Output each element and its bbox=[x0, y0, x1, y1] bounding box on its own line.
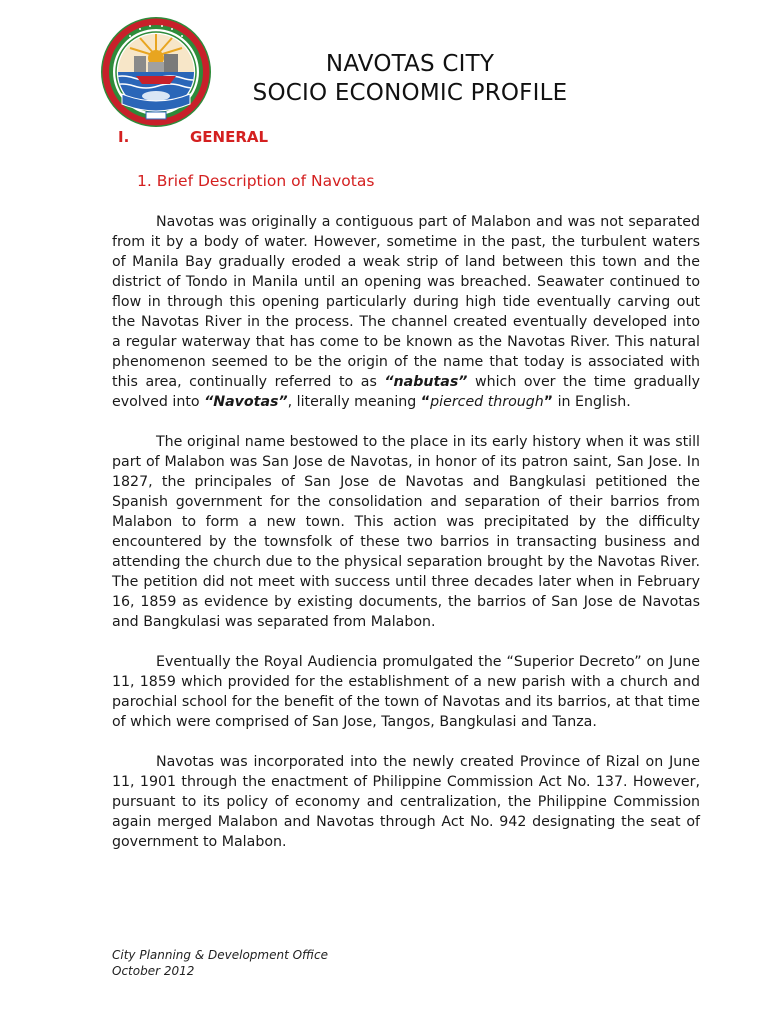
section-label: GENERAL bbox=[190, 128, 269, 146]
text-run: which over the time gradually evolved into bbox=[112, 374, 701, 410]
text-run: “ bbox=[420, 394, 431, 410]
paragraph bbox=[112, 432, 700, 632]
footer bbox=[112, 947, 328, 979]
text-run: Navotas was originally a contiguous part of Malabon and was not separated from it by a body of water. However, sometime in the past, the turbulent waters of Manila Bay gradually eroded a weak strip of land between this town and the district of Tondo in Manila until an opening was breached. Seawater continued to flow in through this opening particularly during high tide eventually carving out the Navotas River in the process. The channel created eventually developed into a regular waterway that has come to be known as the Navotas River. This natural phenomenon seemed to be the origin of the name that today is associated with this area, continually referred to as bbox=[112, 214, 700, 390]
document-title bbox=[200, 50, 620, 108]
paragraph bbox=[112, 212, 700, 412]
text-run: in English. bbox=[553, 394, 631, 410]
text-run: Navotas was incorporated into the newly created Province of Rizal on June 11, 1901 through the enactment of Philippine Commission Act No. 137. However, pursuant to its policy of economy and centralization, the Philippine Commission again merged Malabon and Navotas through Act No. 942 designating the seat of government to Malabon. bbox=[112, 754, 700, 850]
paragraph bbox=[112, 652, 700, 732]
paragraph bbox=[112, 752, 700, 852]
title-line-2: SOCIO ECONOMIC PROFILE bbox=[252, 80, 568, 106]
subsection-heading: 1. Brief Description of Navotas bbox=[137, 172, 375, 190]
section-heading bbox=[118, 128, 268, 146]
footer-office: City Planning & Development Office bbox=[112, 948, 329, 962]
body-text bbox=[112, 212, 700, 872]
text-run: ” bbox=[543, 394, 554, 410]
navotas-city-seal-icon bbox=[100, 16, 212, 128]
section-number: I. bbox=[118, 128, 130, 146]
text-run: The original name bestowed to the place in its early history when it was still part of Malabon was San Jose de Navotas, in honor of its patron saint, San Jose. In 1827, the principales of San Jose de Navotas and Bangkulasi petitioned the Spanish government for the consolidation and separation of their barrios from Malabon to form a new town. This action was precipitated by the difficulty encountered by the townsfolk of these two barrios in transacting business and attending the church due to the physical separation brought by the Navotas River. The petition did not meet with success until three decades later when in February 16, 1859 as evidence by existing documents, the barrios of San Jose de Navotas and Bangkulasi was separated from Malabon. bbox=[112, 434, 700, 630]
text-run: Eventually the Royal Audiencia promulgated the “Superior Decreto” on June 11, 1859 which provided for the establishment of a new parish with a church and parochial school for the benefit of the town of Navotas and its barrios, at that time of which were comprised of San Jose, Tangos, Bangkulasi and Tanza. bbox=[112, 654, 700, 730]
text-run: “nabutas” bbox=[384, 374, 468, 390]
text-run: “Navotas” bbox=[204, 394, 288, 410]
text-run: , literally meaning bbox=[287, 394, 421, 410]
footer-date: October 2012 bbox=[112, 964, 195, 978]
title-line-1: NAVOTAS CITY bbox=[325, 51, 495, 77]
text-run: pierced through bbox=[430, 394, 544, 410]
